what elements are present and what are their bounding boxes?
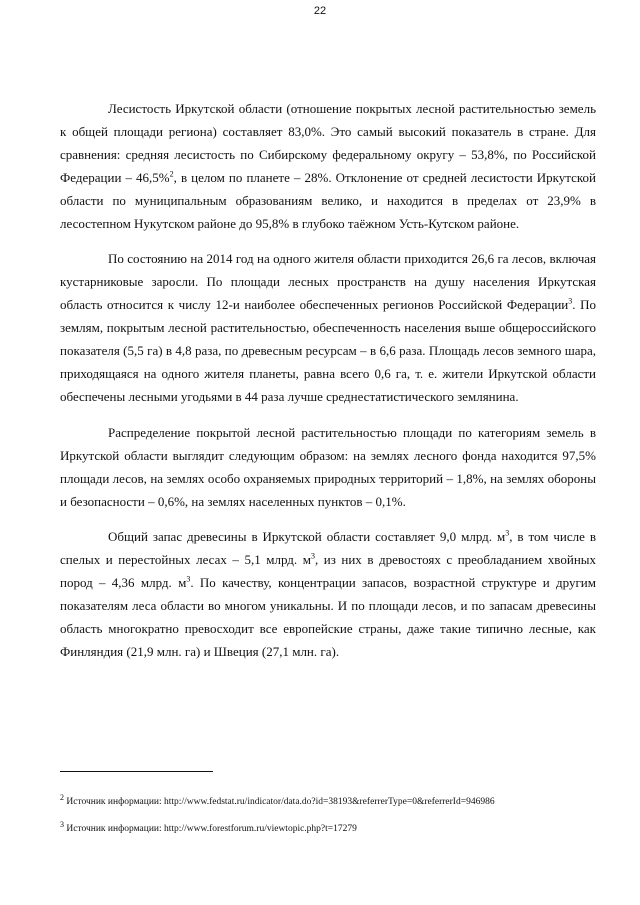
footnote-text: Источник информации: http://www.fedstat.ru/indicator/data.do?id=38193&referrerType=0&referrerId=946986	[64, 797, 495, 807]
paragraph-text: , в целом по планете – 28%. Отклонение от средней лесистости Иркутской области по муниципальным образованиям велико, и находится в пределах от 23,9% в лесостепном Нукутском районе до 95,8% в глубоко таёжном Усть-Кутском районе.	[60, 169, 596, 231]
superscript-cubic: 3	[186, 574, 191, 584]
footnote-3	[60, 819, 600, 835]
paragraph-forest-cover	[60, 98, 596, 235]
paragraph-text: , в том числе в спелых и перестойных лесах – 5,1 млрд. м	[60, 529, 596, 568]
footnote-ref-3[interactable]: 3	[568, 296, 573, 306]
paragraph-land-categories	[60, 422, 596, 514]
footnote-mark: 3	[60, 819, 64, 829]
paragraph-timber-stock	[60, 526, 596, 663]
paragraph-text: Общий запас древесины в Иркутской области составляет 9,0 млрд. м	[108, 529, 506, 545]
paragraph-text: . По качеству, концентрации запасов, возрастной структуре и другим показателям леса области во многом уникальны. И по площади лесов, и по запасам древесины область многократно превосходит все европейские страны, даже такие типично лесные, как Финляндия (21,9 млн. га) и Швеция (27,1 млн. га).	[60, 575, 596, 659]
body-text	[60, 98, 596, 677]
paragraph-text: . По землям, покрытым лесной растительностью, обеспеченность населения выше общероссийского показателя (5,5 га) в 4,8 раза, по древесным ресурсам – в 6,6 раза. Площадь лесов земного шара, приходящаяся на одного жителя планеты, равна всего 0,6 га, т. е. жители Иркутской области обеспечены лесными угодьями в 44 раза лучше среднестатистического землянина.	[60, 297, 597, 404]
footnote-mark: 2	[60, 792, 64, 802]
footnote-separator	[60, 771, 213, 772]
footnote-ref-2[interactable]: 2	[169, 169, 174, 179]
superscript-cubic: 3	[505, 529, 510, 539]
footnote-2	[60, 792, 600, 808]
superscript-cubic: 3	[310, 551, 315, 561]
page-number: 22	[313, 5, 327, 17]
paragraph-text: Распределение покрытой лесной растительностью площади по категориям земель в Иркутской области выглядит следующим образом: на землях лесного фонда находится 97,5% площади лесов, на землях особо охраняемых природных территорий – 1,8%, на землях обороны и безопасности – 0,6%, на землях населенных пунктов – 0,1%.	[60, 424, 596, 509]
paragraph-text: Лесистость Иркутской области (отношение покрытых лесной растительностью земель к общей площади региона) составляет 83,0%. Это самый высокий показатель в стране. Для сравнения: средняя лесистость по Сибирскому федеральному округу – 53,8%, по Российской Федерации – 46,5%	[60, 101, 596, 185]
paragraph-text: , из них в древостоях с преобладанием хвойных пород – 4,36 млрд. м	[60, 552, 597, 591]
footnote-text: Источник информации: http://www.forestforum.ru/viewtopic.php?t=17279	[64, 824, 357, 834]
paragraph-per-capita	[60, 248, 596, 408]
paragraph-text: По состоянию на 2014 год на одного жителя области приходится 26,6 га лесов, включая кустарниковые заросли. По площади лесных пространств на душу населения Иркутская область относится к числу 12-и наиболее обеспеченных регионов Российской Федерации	[60, 251, 596, 313]
